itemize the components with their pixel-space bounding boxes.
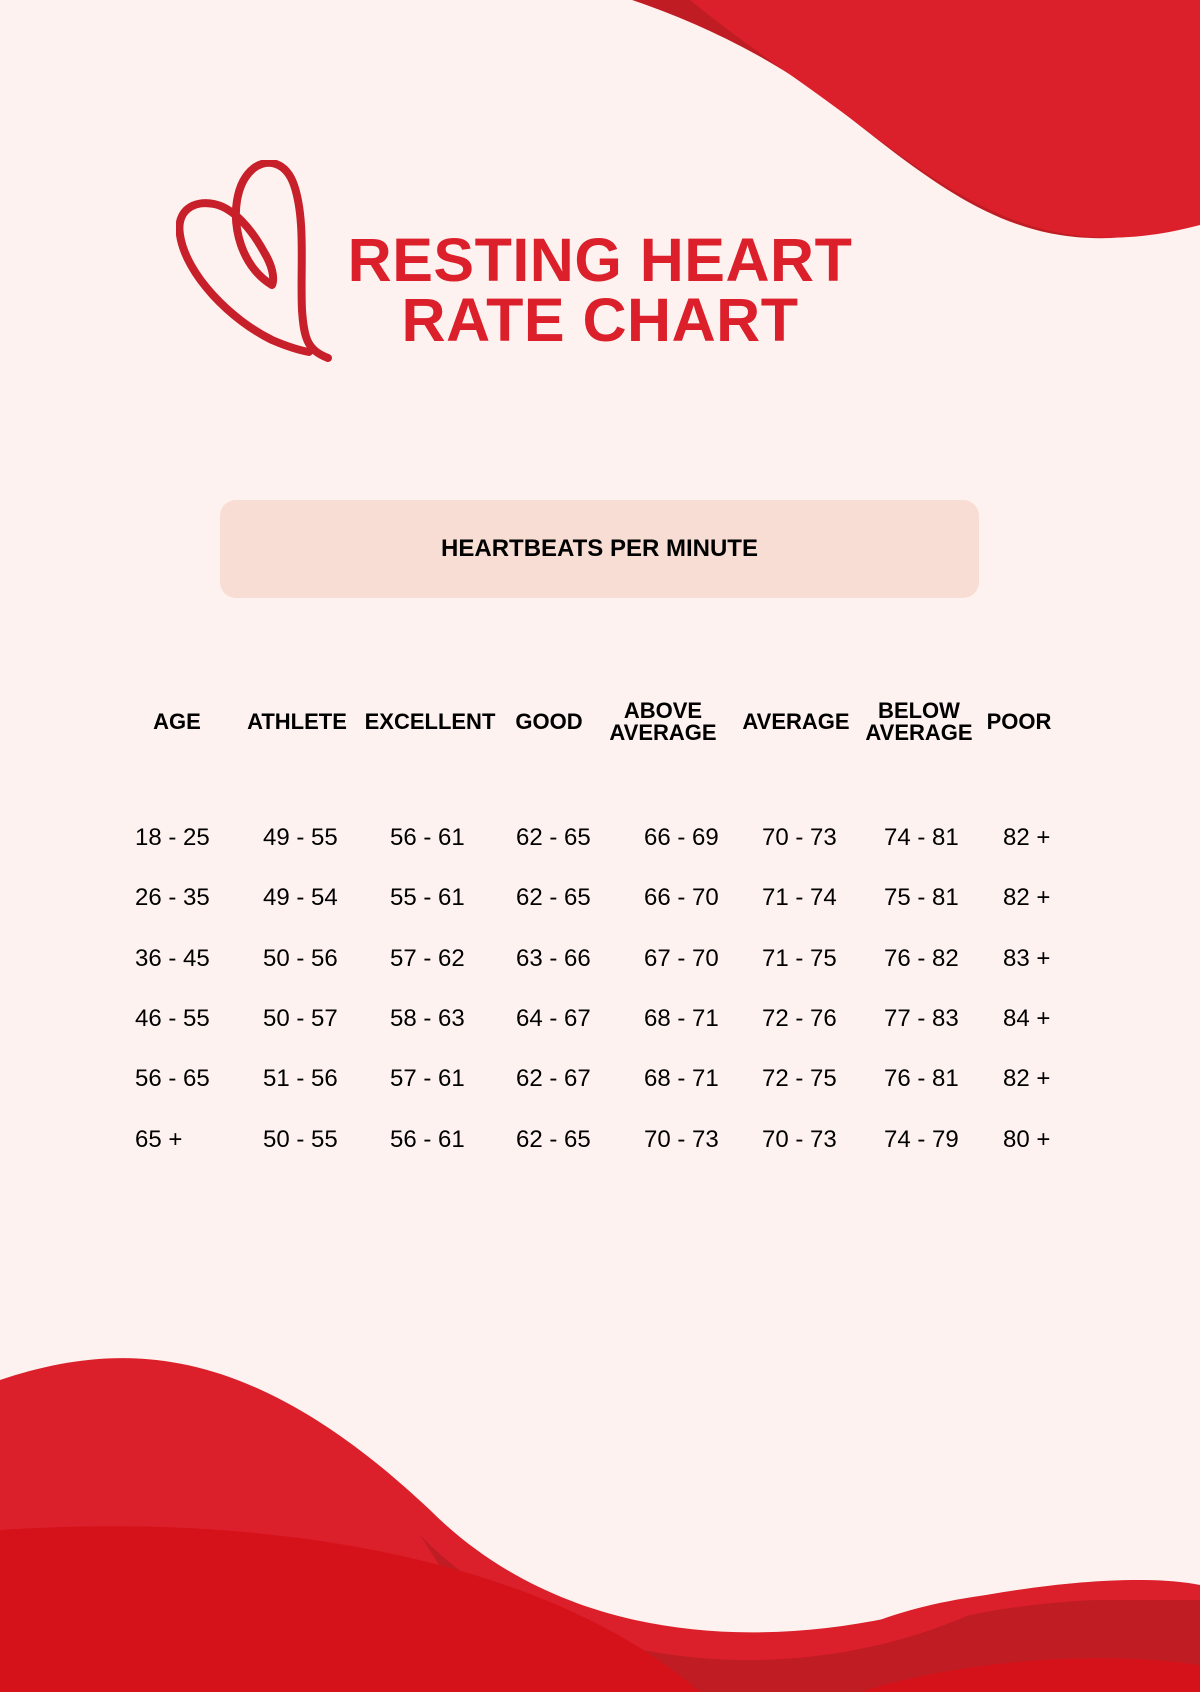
table-cell: 74 - 79 — [884, 1125, 959, 1153]
header-age: AGE — [153, 709, 201, 734]
header-excellent: EXCELLENT — [364, 709, 496, 734]
table-cell: 18 - 25 — [135, 824, 210, 851]
title-line-2: RATE CHART — [401, 286, 799, 354]
table-cell: 66 - 69 — [644, 824, 719, 851]
table-cell: 36 - 45 — [135, 944, 210, 972]
table-cell: 70 - 73 — [762, 824, 837, 851]
table-cell: 58 - 63 — [390, 1004, 465, 1032]
header-average: AVERAGE — [742, 709, 850, 734]
banner-label: HEARTBEATS PER MINUTE — [441, 535, 758, 562]
table-cell: 63 - 66 — [516, 944, 591, 972]
table-cell: 66 - 70 — [644, 884, 719, 912]
header-above-average: ABOVE AVERAGE — [609, 698, 717, 745]
table-cell: 82 + — [1003, 884, 1051, 912]
table-cell: 76 - 81 — [884, 1065, 959, 1093]
units-banner — [220, 500, 979, 598]
table-cell: 62 - 65 — [516, 884, 591, 912]
table-cell: 62 - 65 — [516, 1125, 591, 1153]
table-cell: 77 - 83 — [884, 1004, 959, 1032]
table-cell: 26 - 35 — [135, 884, 210, 912]
table-cell: 72 - 75 — [762, 1065, 837, 1093]
header-athlete: ATHLETE — [247, 709, 347, 734]
heart-outline-icon — [176, 160, 356, 365]
table-cell: 70 - 73 — [762, 1125, 837, 1153]
header-poor: POOR — [986, 709, 1052, 734]
table-cell: 72 - 76 — [762, 1004, 837, 1032]
table-cell: 49 - 54 — [263, 884, 338, 912]
table-cell: 50 - 56 — [263, 944, 338, 972]
table-cell: 83 + — [1003, 944, 1051, 972]
table-cell: 46 - 55 — [135, 1004, 210, 1032]
table-cell: 74 - 81 — [884, 824, 959, 851]
header-good: GOOD — [515, 709, 583, 734]
table-cell: 51 - 56 — [263, 1065, 338, 1093]
table-cell: 84 + — [1003, 1004, 1051, 1032]
table-cell: 56 - 61 — [390, 824, 465, 851]
table-cell: 49 - 55 — [263, 824, 338, 851]
table-cell: 82 + — [1003, 824, 1051, 851]
table-cell: 68 - 71 — [644, 1065, 719, 1093]
table-cell: 76 - 82 — [884, 944, 959, 972]
table-cell: 50 - 55 — [263, 1125, 338, 1153]
table-cell: 67 - 70 — [644, 944, 719, 972]
table-cell: 62 - 65 — [516, 824, 591, 851]
page-title — [330, 226, 870, 354]
table-cell: 50 - 57 — [263, 1004, 338, 1032]
table-cell: 62 - 67 — [516, 1065, 591, 1093]
table-cell: 56 - 65 — [135, 1065, 210, 1093]
table-cell: 71 - 74 — [762, 884, 837, 912]
table-cell: 55 - 61 — [390, 884, 465, 912]
table-cell: 70 - 73 — [644, 1125, 719, 1153]
table-cell: 57 - 62 — [390, 944, 465, 972]
table-cell: 65 + — [135, 1125, 183, 1153]
table-cell: 75 - 81 — [884, 884, 959, 912]
table-cell: 82 + — [1003, 1065, 1051, 1093]
table-cell: 57 - 61 — [390, 1065, 465, 1093]
table-cell: 68 - 71 — [644, 1004, 719, 1032]
table-cell: 64 - 67 — [516, 1004, 591, 1032]
header-below-average: BELOW AVERAGE — [865, 698, 973, 745]
table-cell: 56 - 61 — [390, 1125, 465, 1153]
table-cell: 80 + — [1003, 1125, 1051, 1153]
title-line-1: RESTING HEART — [347, 226, 853, 294]
table-cell: 71 - 75 — [762, 944, 837, 972]
